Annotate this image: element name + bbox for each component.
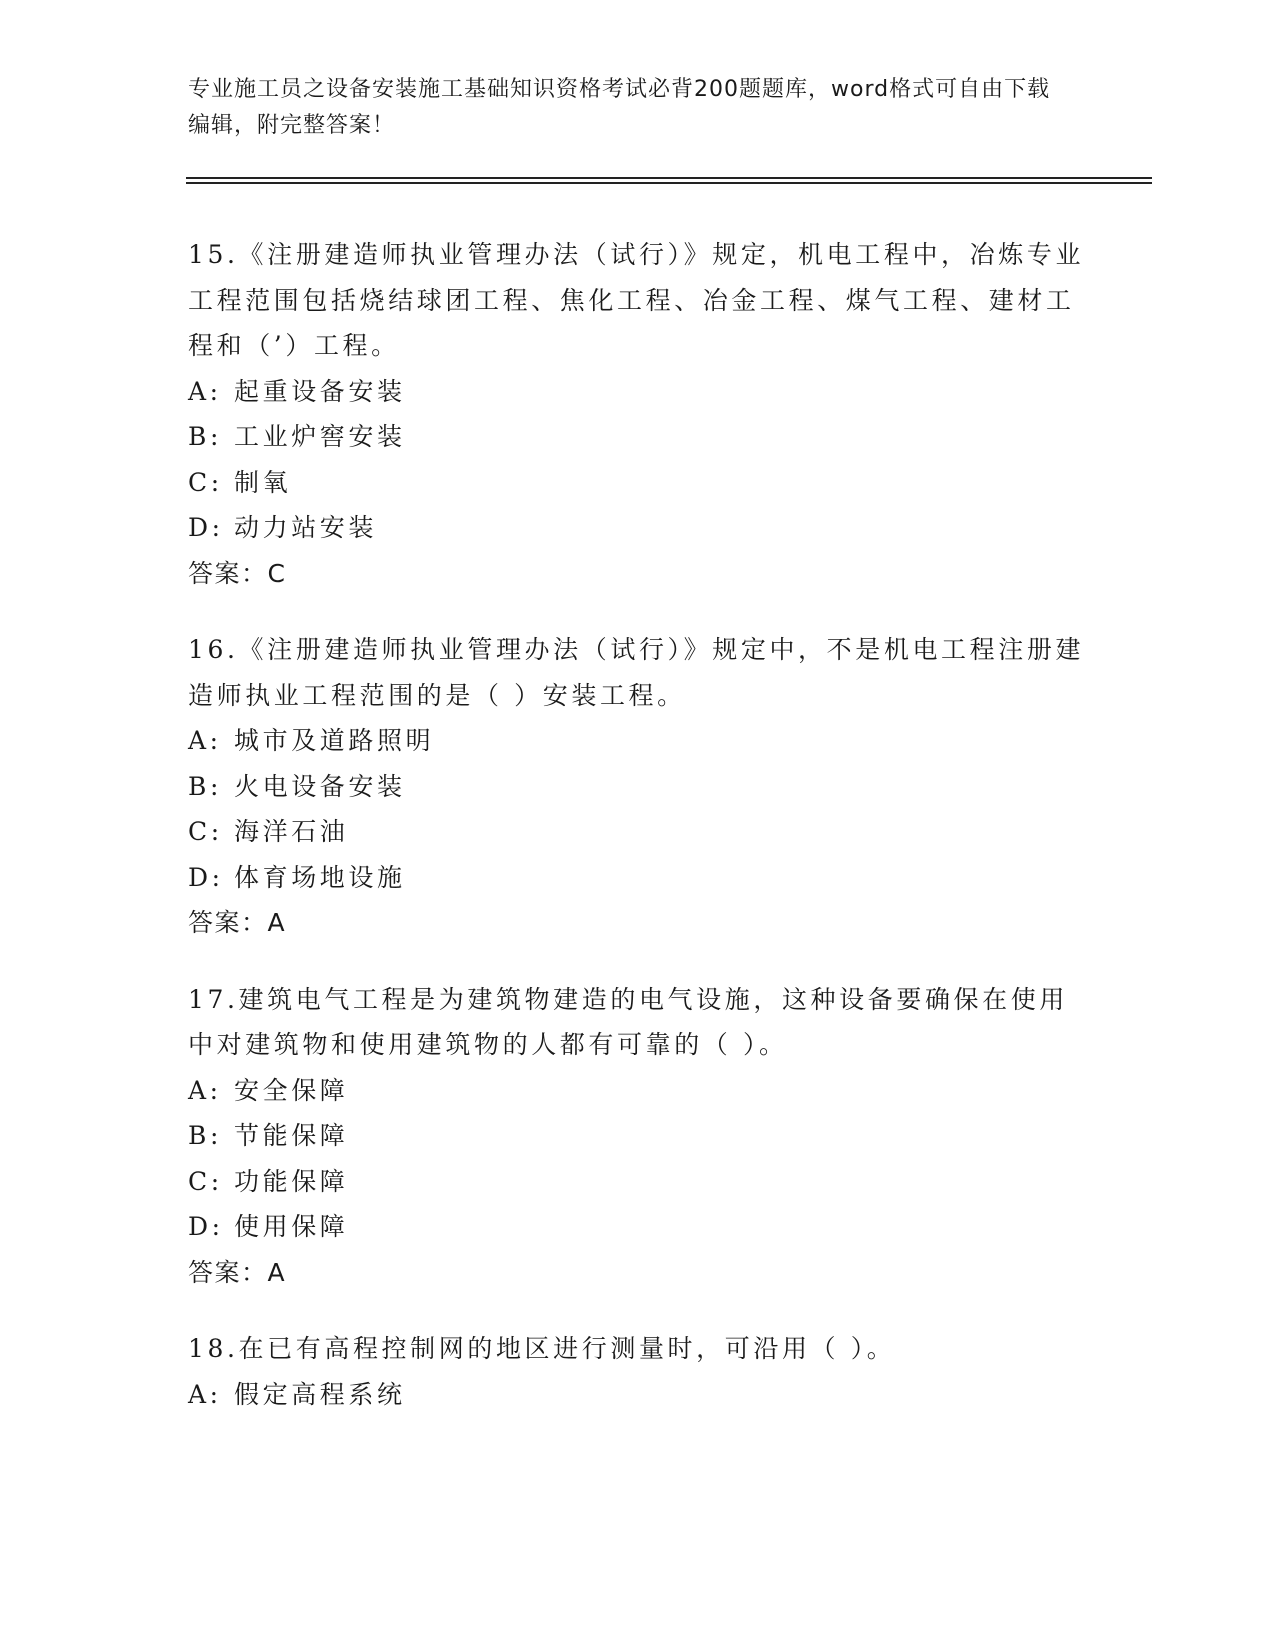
header-divider-top <box>186 177 1152 179</box>
option-text: 制氧 <box>234 467 292 497</box>
option-c <box>188 1159 1088 1205</box>
option-text: 节能保障 <box>234 1121 349 1150</box>
option-b <box>188 764 1088 810</box>
option-letter: A: <box>188 726 222 755</box>
option-text: 功能保障 <box>234 1166 349 1196</box>
option-a <box>188 1068 1088 1114</box>
option-text: 使用保障 <box>234 1212 349 1241</box>
question-list <box>188 232 1088 1448</box>
answer-line: 答案：A <box>188 1257 287 1287</box>
option-text: 安全保障 <box>234 1075 349 1105</box>
option-letter: C: <box>188 1166 223 1196</box>
option-letter: D: <box>188 862 224 892</box>
option-letter: C: <box>188 817 223 846</box>
header-divider-bottom <box>186 182 1152 184</box>
question-stem: 17.建筑电气工程是为建筑物建造的电气设施，这种设备要确保在使用中对建筑物和使用建筑物的人都有可靠的（ ）。 <box>188 984 1068 1059</box>
option-text: 城市及道路照明 <box>234 726 435 755</box>
option-text: 火电设备安装 <box>234 771 406 801</box>
option-a <box>188 369 1088 415</box>
option-text: 假定高程系统 <box>234 1379 406 1409</box>
option-d <box>188 855 1088 901</box>
question-17 <box>188 977 1088 1296</box>
option-letter: A: <box>188 1075 222 1105</box>
option-letter: B: <box>188 1121 222 1150</box>
option-d <box>188 505 1088 551</box>
question-stem: 15.《注册建造师执业管理办法（试行）》规定，机电工程中，冶炼专业工程范围包括烧结球团工程、焦化工程、冶金工程、煤气工程、建材工程和（’）工程。 <box>188 240 1085 360</box>
option-b <box>188 1113 1088 1159</box>
option-letter: A: <box>188 1379 222 1409</box>
option-a <box>188 718 1088 764</box>
option-letter: B: <box>188 771 222 801</box>
option-text: 海洋石油 <box>234 817 349 846</box>
option-d <box>188 1204 1088 1250</box>
option-c <box>188 460 1088 506</box>
option-letter: A: <box>188 376 222 406</box>
answer-line: 答案：C <box>188 558 287 588</box>
option-letter: B: <box>188 422 222 451</box>
question-18 <box>188 1326 1088 1417</box>
option-text: 体育场地设施 <box>234 862 406 892</box>
question-15 <box>188 232 1088 596</box>
option-text: 动力站安装 <box>234 513 378 542</box>
document-header: 专业施工员之设备安装施工基础知识资格考试必背200题题库，word格式可自由下载编辑，附完整答案！ <box>188 77 1051 138</box>
option-a <box>188 1372 1088 1418</box>
option-letter: C: <box>188 467 223 497</box>
option-text: 起重设备安装 <box>234 376 406 406</box>
question-stem: 18.在已有高程控制网的地区进行测量时，可沿用（ ）。 <box>188 1334 896 1363</box>
question-stem: 16.《注册建造师执业管理办法（试行）》规定中，不是机电工程注册建造师执业工程范围的是（ ）安装工程。 <box>188 635 1085 710</box>
option-b <box>188 414 1088 460</box>
option-letter: D: <box>188 1212 224 1241</box>
option-c <box>188 809 1088 855</box>
question-16 <box>188 627 1088 946</box>
option-text: 工业炉窖安装 <box>234 422 406 451</box>
option-letter: D: <box>188 513 224 542</box>
answer-line: 答案：A <box>188 908 287 937</box>
